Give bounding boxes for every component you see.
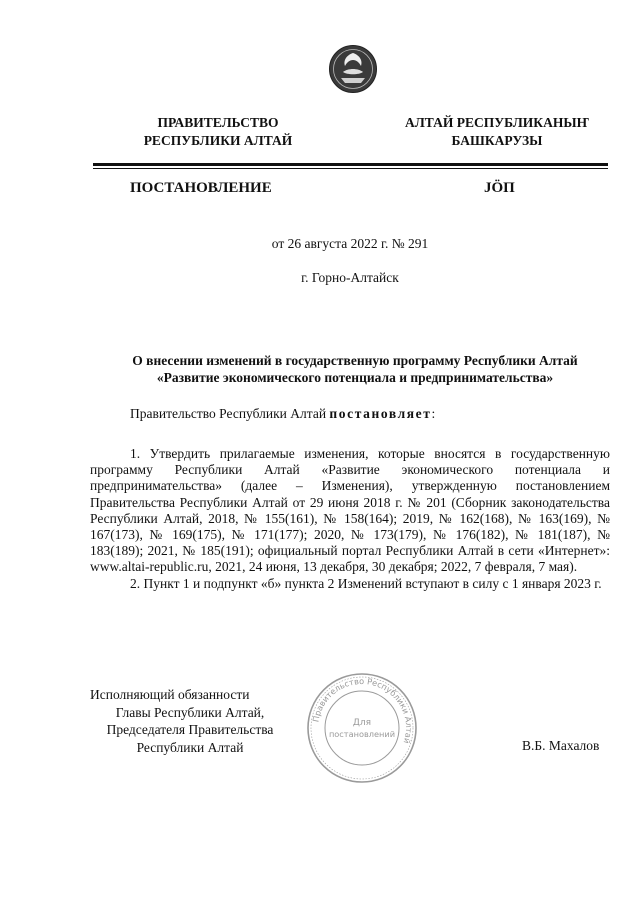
issuer-alt-line2: БАШКАРУЗЫ (451, 133, 543, 148)
doc-type-ru: ПОСТАНОВЛЕНИЕ (130, 180, 272, 196)
document-title (90, 352, 620, 386)
header-divider-thick (93, 163, 608, 166)
signatory-line4: Республики Алтай (136, 739, 244, 755)
document-city: г. Горно-Алтайск (301, 270, 399, 285)
document-date-number: от 26 августа 2022 г. № 291 (271, 236, 429, 251)
signatory-line3: Председателя Правительства (106, 722, 274, 737)
seal-center-line2: постановлений (328, 729, 396, 739)
paragraph-2: 2. Пункт 1 и подпункт «б» пункта 2 Изменений вступают в силу с 1 января 2023 г. (130, 575, 602, 591)
preamble-text: Правительство Республики Алтай (130, 406, 330, 421)
header-divider-thin (93, 168, 608, 169)
coat-of-arms-icon (328, 44, 378, 94)
signatory-title (90, 686, 290, 756)
signatory-name: В.Б. Махалов (522, 738, 600, 753)
seal-ring-text: Правительство Республики Алтай (310, 675, 415, 745)
preamble-emphasis: постановляет (329, 406, 432, 421)
issuer-ru-line2: РЕСПУБЛИКИ АЛТАЙ (143, 133, 293, 148)
signatory-line1: Исполняющий обязанности (90, 687, 250, 702)
issuer-header-ru (108, 114, 328, 150)
issuer-alt-line1: АЛТАЙ РЕСПУБЛИКАНЫҤ (404, 115, 590, 130)
signatory-line2: Главы Республики Алтай, (115, 704, 265, 720)
document-body (90, 446, 610, 592)
paragraph-1: 1. Утвердить прилагаемые изменения, которые вносятся в государственную программу Республики Алтай «Развитие экономического потенциала и предпринимательства» (далее – Изменения), утвержденную постановлением Правительства Республики Алтай от 29 июня 2018 г. № 201 (Сборник законодательства Республики Алтай, 2018, № 155(161), № 158(164); 2019, № 162(168), № 163(169), № 167(173), № 169(175), № 171(177); 2020, № 173(179), № 176(182), № 181(187), № 183(189); 2021, № 185(191); официальный портал Республики Алтай в сети «Интернет»: www.altai-republic.ru, 2021, 24 июня, 13 декабря, 30 декабря; 2022, 7 февраля, 7 мая). (90, 446, 610, 575)
issuer-ru-line1: ПРАВИТЕЛЬСТВО (157, 115, 279, 130)
issuer-header-alt (372, 114, 622, 150)
title-line2: «Развитие экономического потенциала и предпринимательства» (156, 370, 554, 385)
doc-type-alt: JӦП (484, 180, 515, 196)
preamble (130, 406, 435, 422)
seal-center-line1: Для (352, 718, 372, 728)
official-seal-icon (306, 672, 418, 784)
preamble-colon: : (431, 406, 436, 421)
title-line1: О внесении изменений в государственную программу Республики Алтай (132, 353, 578, 368)
